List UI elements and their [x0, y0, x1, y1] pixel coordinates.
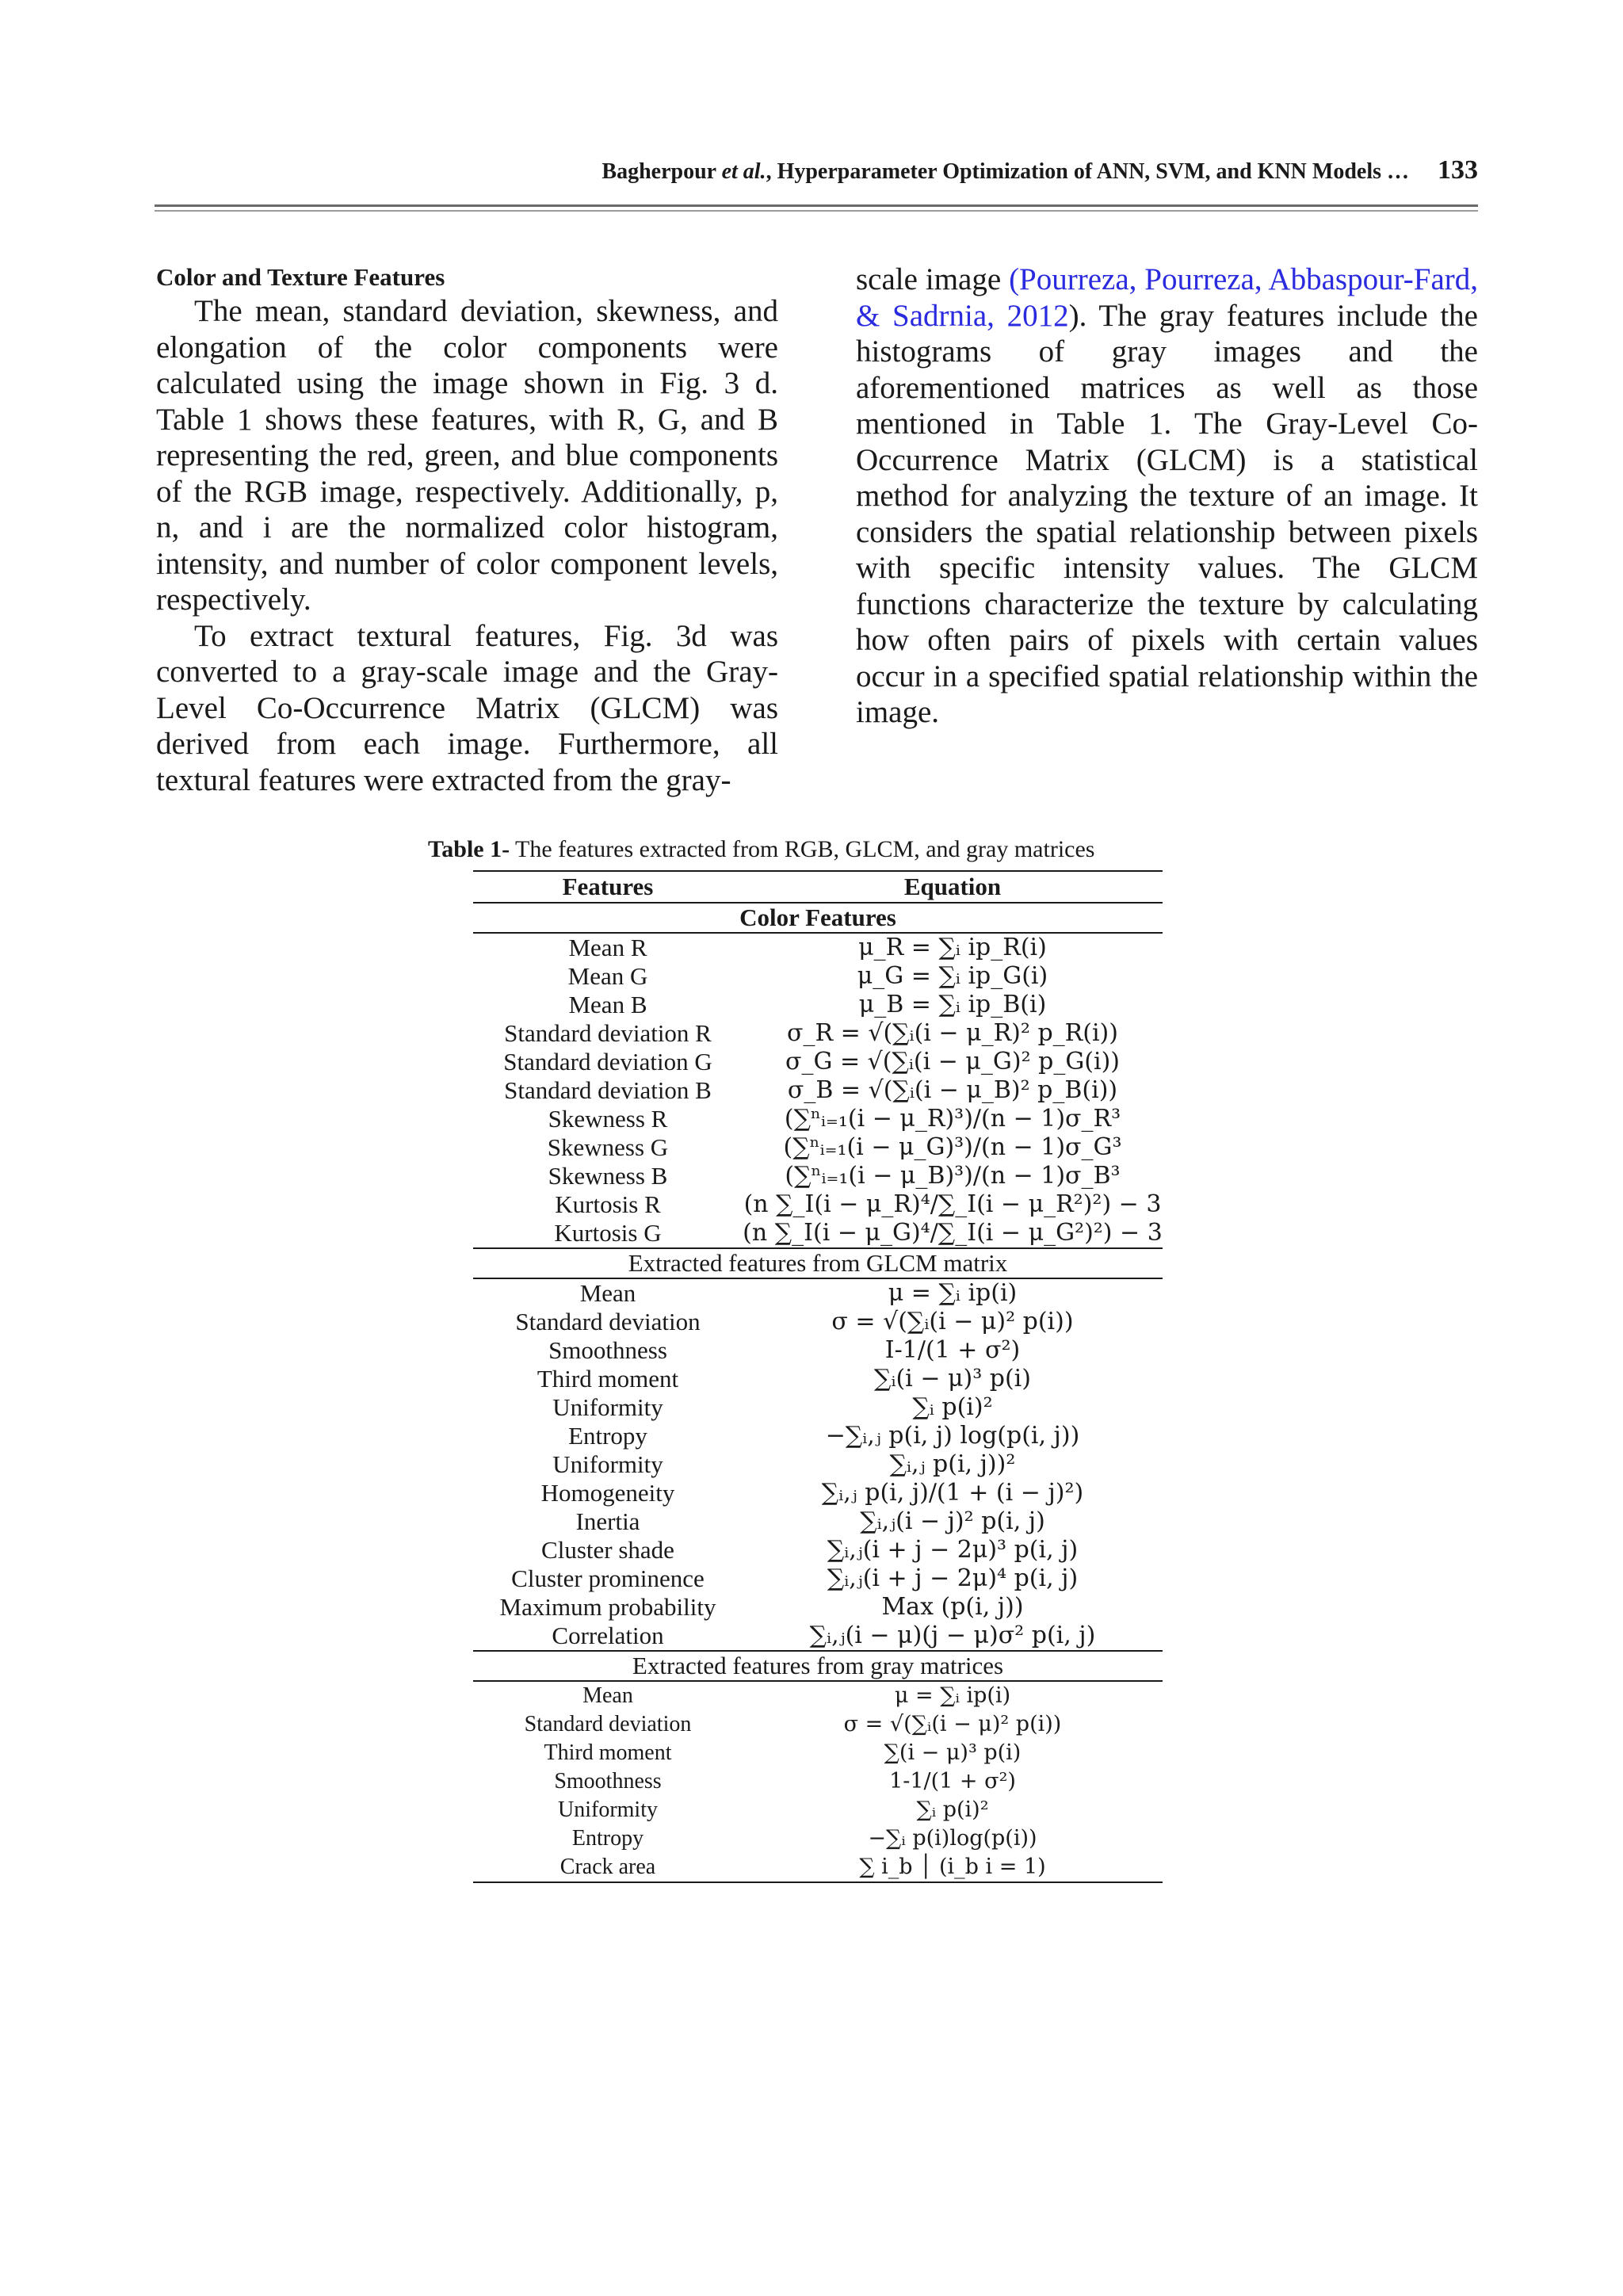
column-header-equation: Equation	[903, 873, 1002, 900]
table-row	[473, 1593, 1163, 1622]
equation-cell: 1-1/(1 + σ²)	[889, 1769, 1016, 1794]
table-row	[473, 1336, 1163, 1365]
table-row	[473, 1507, 1163, 1536]
equation-cell: ∑ᵢ,ⱼ p(i, j)/(1 + (i − j)²)	[821, 1479, 1084, 1507]
table-row	[473, 1824, 1163, 1853]
table-row	[473, 1479, 1163, 1507]
feature-cell: Uniformity	[552, 1393, 663, 1421]
table-row	[473, 933, 1163, 962]
feature-cell: Mean G	[567, 962, 648, 990]
feature-cell: Standard deviation	[515, 1308, 701, 1335]
table-row	[473, 1564, 1163, 1593]
header-rule	[155, 204, 1478, 207]
feature-cell: Maximum probability	[499, 1593, 716, 1621]
equation-cell: σ = √(∑ᵢ(i − μ)² p(i))	[843, 1712, 1062, 1736]
table-row	[473, 1219, 1163, 1248]
feature-cell: Third moment	[537, 1365, 679, 1392]
feature-cell: Cluster shade	[541, 1536, 674, 1564]
equation-cell: σ = √(∑ᵢ(i − μ)² p(i))	[831, 1308, 1074, 1335]
equation-cell: μ_R = ∑ᵢ ip_R(i)	[858, 934, 1047, 961]
equation-cell: μ_G = ∑ᵢ ip_G(i)	[857, 962, 1048, 990]
features-table	[473, 870, 1163, 1883]
table-section-label: Color Features	[739, 904, 896, 931]
table-row	[473, 1278, 1163, 1308]
table-section-row	[473, 1651, 1163, 1681]
equation-cell: σ_R = √(∑ᵢ(i − μ_R)² p_R(i))	[787, 1019, 1118, 1047]
table-row	[473, 1739, 1163, 1767]
table-section-label: Extracted features from gray matrices	[632, 1652, 1004, 1679]
feature-cell: Entropy	[568, 1422, 647, 1450]
feature-cell: Skewness B	[548, 1162, 668, 1190]
table-caption: Table 1- The features extracted from RGB, GLCM, and gray matrices	[428, 836, 1095, 862]
equation-cell: ∑(i − μ)³ p(i)	[884, 1740, 1022, 1765]
equation-cell: Max (p(i, j))	[881, 1593, 1024, 1621]
table-row	[473, 1162, 1163, 1190]
feature-cell: Cluster prominence	[511, 1564, 705, 1592]
equation-cell: ∑ i_b │ (i_b i = 1)	[859, 1855, 1046, 1879]
feature-cell: Kurtosis G	[554, 1219, 662, 1247]
equation-cell: ∑ᵢ,ⱼ(i + j − 2μ)³ p(i, j)	[827, 1536, 1079, 1564]
feature-cell: Skewness R	[548, 1105, 668, 1133]
table-row	[473, 1019, 1163, 1048]
feature-cell: Standard deviation B	[504, 1076, 712, 1104]
table-section-row	[473, 903, 1163, 933]
table-row	[473, 1365, 1163, 1393]
feature-cell: Standard deviation	[524, 1712, 692, 1736]
table-row	[473, 1853, 1163, 1882]
feature-cell: Mean B	[568, 991, 647, 1018]
feature-cell: Standard deviation R	[504, 1019, 712, 1047]
citation-link[interactable]: (Pourreza, Pourreza, Abbaspour-Fard, & Sadrnia, 2012	[856, 262, 1478, 333]
table-row	[473, 1133, 1163, 1162]
table-row	[473, 1536, 1163, 1564]
table-row	[473, 1048, 1163, 1076]
table-header-row	[473, 871, 1163, 903]
table-section-row	[473, 1248, 1163, 1278]
table-row	[473, 1450, 1163, 1479]
equation-cell: ∑ᵢ p(i)²	[912, 1393, 993, 1421]
equation-cell: (n ∑_I(i − μ_G)⁴/∑_I(i − μ_G²)²) − 3	[743, 1219, 1163, 1247]
equation-cell: μ = ∑ᵢ ip(i)	[894, 1683, 1011, 1708]
equation-cell: ∑ᵢ p(i)²	[916, 1797, 989, 1822]
equation-cell: (n ∑_I(i − μ_R)⁴/∑_I(i − μ_R²)²) − 3	[743, 1190, 1162, 1218]
equation-cell: ∑ᵢ,ⱼ(i + j − 2μ)⁴ p(i, j)	[827, 1564, 1079, 1592]
feature-cell: Crack area	[559, 1855, 656, 1879]
equation-cell: (∑ⁿᵢ₌₁(i − μ_G)³)/(n − 1)σ_G³	[783, 1133, 1122, 1161]
feature-cell: Mean R	[568, 934, 647, 961]
table-section-label: Extracted features from GLCM matrix	[628, 1249, 1008, 1277]
equation-cell: −∑ᵢ,ⱼ p(i, j) log(p(i, j))	[825, 1422, 1080, 1450]
feature-cell: Third moment	[544, 1740, 672, 1765]
paragraph: To extract textural features, Fig. 3d was converted to a gray-scale image and the Gray-Level Co-Occurrence Matrix (GLCM) was derived from each image. Furthermore, all textural features were extracted from the gray-	[156, 618, 778, 797]
table-row	[473, 1796, 1163, 1824]
equation-cell: I-1/(1 + σ²)	[884, 1336, 1021, 1364]
page-number: 133	[1438, 155, 1478, 185]
feature-cell: Mean	[582, 1683, 633, 1708]
feature-cell: Homogeneity	[540, 1479, 675, 1507]
table-row	[473, 1190, 1163, 1219]
table-row	[473, 1422, 1163, 1450]
feature-cell: Entropy	[571, 1826, 644, 1851]
equation-cell: ∑ᵢ,ⱼ(i − μ)(j − μ)σ² p(i, j)	[809, 1622, 1096, 1649]
feature-cell: Correlation	[552, 1622, 664, 1649]
feature-cell: Kurtosis R	[555, 1190, 661, 1218]
equation-cell: ∑ᵢ(i − μ)³ p(i)	[874, 1365, 1031, 1392]
section-heading: Color and Texture Features	[156, 263, 445, 291]
table-row	[473, 1308, 1163, 1336]
table-row	[473, 1681, 1163, 1710]
equation-cell: σ_B = √(∑ᵢ(i − μ_B)² p_B(i))	[787, 1076, 1118, 1104]
equation-cell: μ_B = ∑ᵢ ip_B(i)	[858, 991, 1047, 1018]
table-row	[473, 991, 1163, 1019]
table-row	[473, 962, 1163, 991]
equation-cell: (∑ⁿᵢ₌₁(i − μ_R)³)/(n − 1)σ_R³	[784, 1105, 1121, 1133]
feature-cell: Mean	[579, 1279, 636, 1307]
feature-cell: Inertia	[575, 1507, 640, 1535]
table-row	[473, 1710, 1163, 1739]
right-column	[856, 262, 1478, 731]
equation-cell: −∑ᵢ p(i)log(p(i))	[868, 1826, 1037, 1851]
table-row	[473, 1767, 1163, 1796]
equation-cell: ∑ᵢ,ⱼ(i − j)² p(i, j)	[860, 1507, 1045, 1535]
feature-cell: Standard deviation G	[503, 1048, 712, 1075]
feature-cell: Smoothness	[548, 1336, 667, 1364]
paragraph: scale image (Pourreza, Pourreza, Abbaspour-Fard, & Sadrnia, 2012). The gray features include the histograms of gray images and the aforementioned matrices as well as those mentioned in Table 1. The Gray-Level Co-Occurrence Matrix (GLCM) is a statistical method for analyzing the texture of an image. It considers the spatial relationship between pixels with specific intensity values. The GLCM functions characterize the texture by calculating how often pairs of pixels with certain values occur in a specified spatial relationship within the image.	[856, 262, 1478, 729]
equation-cell: ∑ᵢ,ⱼ p(i, j))²	[889, 1450, 1016, 1478]
equation-cell: σ_G = √(∑ᵢ(i − μ_G)² p_G(i))	[785, 1048, 1121, 1075]
table-row	[473, 1622, 1163, 1651]
feature-cell: Skewness G	[547, 1133, 669, 1161]
feature-cell: Uniformity	[552, 1450, 663, 1478]
feature-cell: Uniformity	[558, 1797, 658, 1822]
running-header	[155, 155, 1478, 193]
header-rule-secondary	[155, 210, 1478, 212]
equation-cell: (∑ⁿᵢ₌₁(i − μ_B)³)/(n − 1)σ_B³	[785, 1162, 1121, 1190]
paragraph: The mean, standard deviation, skewness, and elongation of the color components were calculated using the image shown in Fig. 3 d. Table 1 shows these features, with R, G, and B representing the red, green, and blue components of the RGB image, respectively. Additionally, p, n, and i are the normalized color histogram, intensity, and number of color component levels, respectively.	[156, 294, 778, 617]
equation-cell: μ = ∑ᵢ ip(i)	[888, 1279, 1018, 1307]
column-header-features: Features	[562, 873, 654, 900]
table-row	[473, 1076, 1163, 1105]
table-row	[473, 1105, 1163, 1133]
table-row	[473, 1393, 1163, 1422]
left-column	[156, 262, 778, 798]
running-title: Bagherpour et al., Hyperparameter Optimization of ANN, SVM, and KNN Models …	[601, 159, 1409, 184]
feature-cell: Smoothness	[554, 1769, 662, 1794]
